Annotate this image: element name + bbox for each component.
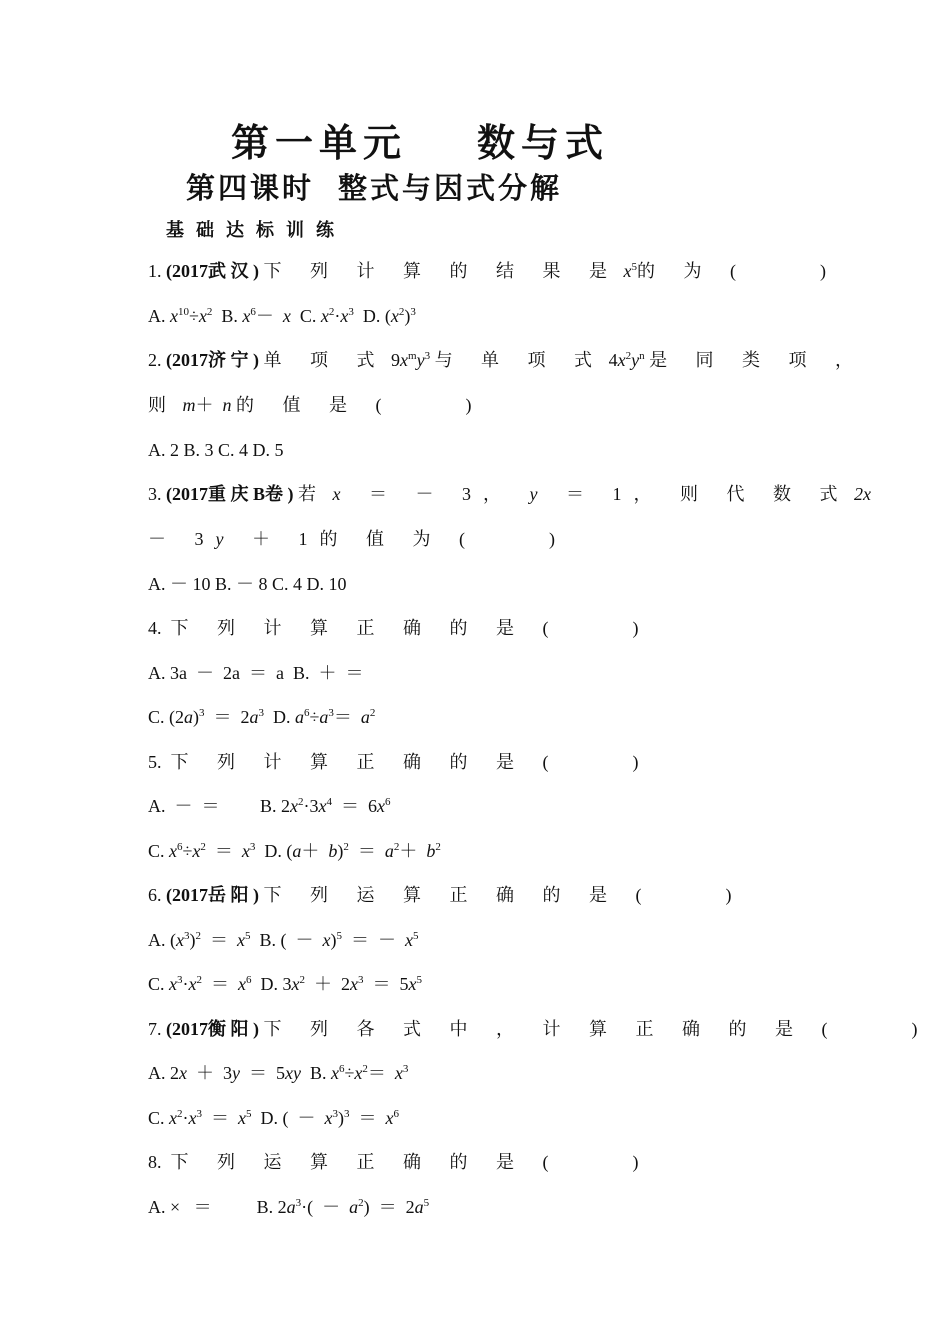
question-7-options-b: C. $x^2\cdot x^3 = x^5$ D. ( － $x^3)^3 = x^6$ [148, 1108, 400, 1128]
question-3-options: A. － 10 B. － 8 C. 4 D. 10 [148, 574, 347, 594]
question-7-options-a: A. 2x ＋ 3y ＝ 5xy B. $x^6\div x^2= x^3$ [148, 1063, 409, 1083]
unit-title-part-a: 第一单元 [230, 121, 407, 165]
question-8: 8. 下 列 运 算 正 确 的 是 ( ) [148, 1152, 639, 1172]
question-2-line-2: 则 m＋ n 的 值 是 ( ) [148, 395, 472, 415]
question-5: 5. 下 列 计 算 正 确 的 是 ( ) [148, 752, 639, 772]
question-1-options: A. $x^{10}\div x^2$ B. $x^6- x$ C. $x^2\cdot x^3$ D. $(x^2)^3$ [148, 306, 416, 326]
question-4-options-a: A. 3a － 2a ＝ a B. ＋ ＝ [148, 663, 364, 683]
unit-title-part-b: 数与式 [477, 121, 610, 165]
question-8-options-a: A. × ＝ B. $2a^3\cdot( - a^2) = 2a^5$ [148, 1197, 430, 1217]
section-title: 基础达标训练 [166, 220, 346, 241]
question-4: 4. 下 列 计 算 正 确 的 是 ( ) [148, 618, 639, 638]
question-4-options-b: C. $(2a)^3 = 2a^3$ D. $a^6\div a^3= a^2$ [148, 707, 376, 727]
question-5-options-b: C. $x^6\div x^2 = x^3$ D. $(a+ b)^2 = a^2+ b^2$ [148, 841, 441, 861]
question-2: 2. (2017济 宁 ) 单 项 式 $9x^my^3$ 与 单 项 式 $4x^2y^n$ 是 同 类 项 ， [148, 350, 866, 370]
question-3: 3. (2017重 庆 B卷 ) 若 x ＝ － 3， y ＝ 1， 则 代 数 式 2x [148, 484, 871, 504]
question-1: 1. (2017武 汉 ) 下 列 计 算 的 结 果 是 $x^5$的 为 ( ) [148, 261, 826, 281]
question-2-options: A. 2 B. 3 C. 4 D. 5 [148, 440, 284, 460]
question-5-options-a: A. － ＝ B. $2x^2\cdot 3x^4 = 6x^6$ [148, 796, 391, 816]
unit-title [0, 112, 840, 167]
lesson-title-part-b: 整式与因式分解 [338, 171, 563, 205]
question-7: 7. (2017衡 阳 ) 下 列 各 式 中 ， 计 算 正 确 的 是 ( ) [148, 1019, 918, 1039]
question-3-line-2: － 3y ＋ 1的 值 为 ( ) [148, 529, 555, 549]
lesson-title [186, 166, 562, 207]
question-6: 6. (2017岳 阳 ) 下 列 运 算 正 确 的 是 ( ) [148, 885, 732, 905]
question-6-options-b: C. $x^3\cdot x^2 = x^6$ D. $3x^2 + 2x^3 = 5x^5$ [148, 974, 423, 994]
question-6-options-a: A. $(x^3)^2 = x^5$ B. ( － x)$^5$ ＝ － $x^5$ [148, 930, 419, 950]
lesson-title-part-a: 第四课时 [186, 171, 315, 205]
